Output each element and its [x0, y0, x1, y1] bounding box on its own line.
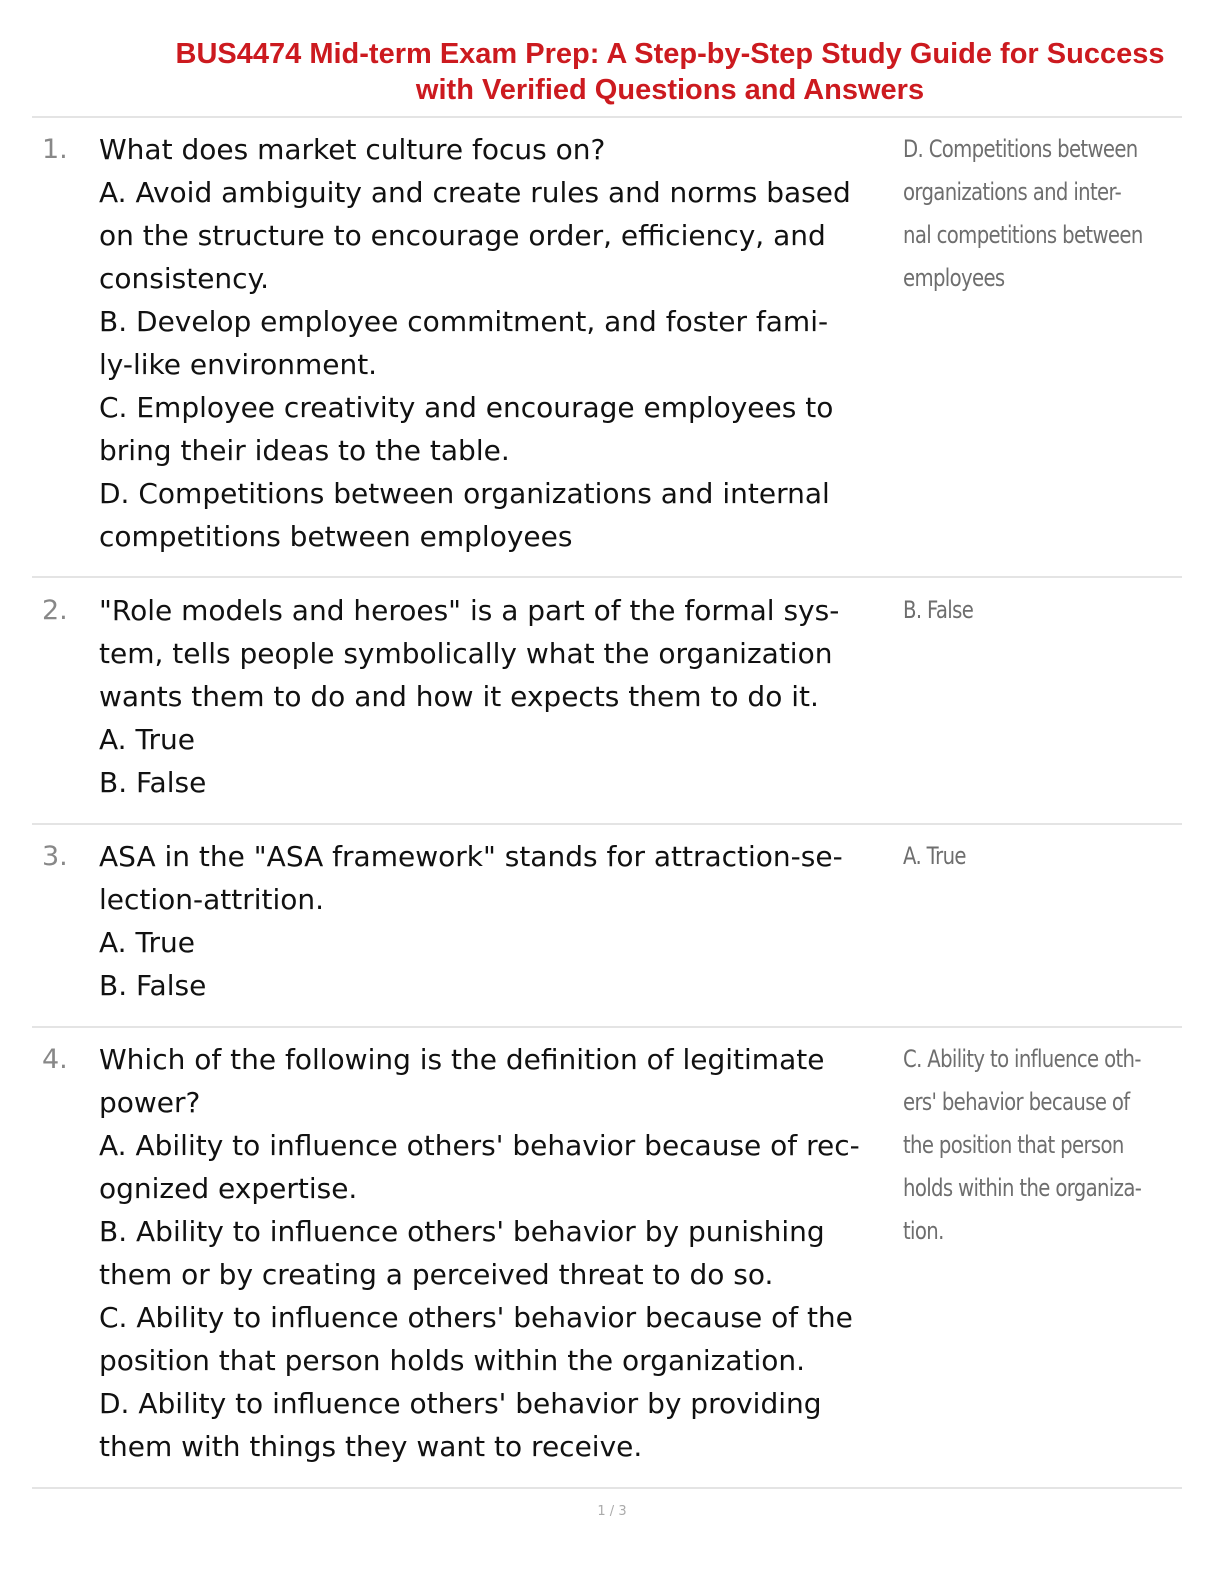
answer-line: D. Competitions between	[903, 135, 1138, 163]
answer-line: B. False	[903, 596, 974, 624]
question-line: wants them to do and how it expects them to do it.	[99, 680, 819, 713]
title-divider	[32, 116, 1182, 118]
answer-text	[903, 835, 1133, 878]
page-indicator: 1 / 3	[597, 1504, 627, 1519]
question-line: tem, tells people symbolically what the organization	[99, 637, 833, 670]
question-2	[32, 589, 1182, 809]
question-divider	[32, 1026, 1182, 1028]
question-text	[99, 1038, 899, 1468]
answer-line: employees	[903, 264, 1005, 292]
question-line: What does market culture focus on?	[99, 133, 606, 166]
question-line: A. Avoid ambiguity and create rules and norms based	[99, 176, 851, 209]
question-line: A. True	[99, 723, 195, 756]
question-line: A. True	[99, 926, 195, 959]
question-divider	[32, 1487, 1182, 1489]
question-1	[32, 128, 1182, 568]
question-line: on the structure to encourage order, efficiency, and	[99, 219, 826, 252]
question-line: C. Employee creativity and encourage employees to	[99, 391, 834, 424]
question-line: lection-attrition.	[99, 883, 325, 916]
question-line: power?	[99, 1086, 201, 1119]
question-line: competitions between employees	[99, 520, 573, 553]
question-number: 2.	[42, 595, 68, 626]
question-line: A. Ability to influence others' behavior because of rec-	[99, 1129, 860, 1162]
question-line: C. Ability to influence others' behavior because of the	[99, 1301, 853, 1334]
question-line: them with things they want to receive.	[99, 1430, 643, 1463]
question-line: them or by creating a perceived threat to do so.	[99, 1258, 774, 1291]
question-number: 4.	[42, 1044, 68, 1075]
question-4	[32, 1038, 1182, 1478]
question-line: bring their ideas to the table.	[99, 434, 510, 467]
question-number: 3.	[42, 841, 68, 872]
question-line: B. False	[99, 969, 207, 1002]
answer-text	[903, 589, 1133, 632]
question-line: consistency.	[99, 262, 270, 295]
question-number: 1.	[42, 134, 68, 165]
question-line: Which of the following is the definition of legitimate	[99, 1043, 825, 1076]
question-line: position that person holds within the organization.	[99, 1344, 806, 1377]
answer-line: the position that person	[903, 1131, 1124, 1159]
answer-line: ers' behavior because of	[903, 1088, 1130, 1116]
question-line: B. Develop employee commitment, and foster fami-	[99, 305, 829, 338]
question-divider	[32, 823, 1182, 825]
question-3	[32, 835, 1182, 1015]
answer-line: tion.	[903, 1217, 944, 1245]
question-divider	[32, 576, 1182, 578]
question-line: B. False	[99, 766, 207, 799]
answer-line: A. True	[903, 842, 966, 870]
question-line: B. Ability to influence others' behavior by punishing	[99, 1215, 825, 1248]
question-line: D. Ability to influence others' behavior by providing	[99, 1387, 822, 1420]
question-text	[99, 128, 899, 558]
answer-text	[903, 1038, 1142, 1253]
answer-line: nal competitions between	[903, 221, 1143, 249]
question-line: ognized expertise.	[99, 1172, 358, 1205]
question-line: "Role models and heroes" is a part of the formal sys-	[99, 594, 840, 627]
document-title	[120, 36, 1220, 108]
answer-text	[903, 128, 1143, 300]
answer-line: holds within the organiza-	[903, 1174, 1142, 1202]
question-text	[99, 835, 899, 1007]
question-text	[99, 589, 899, 804]
answer-line: organizations and inter-	[903, 178, 1122, 206]
question-line: ly-like environment.	[99, 348, 378, 381]
document-title-line-2: with Verified Questions and Answers	[415, 74, 925, 106]
document-title-line-1: BUS4474 Mid-term Exam Prep: A Step-by-Step Study Guide for Success	[175, 38, 1165, 70]
question-line: ASA in the "ASA framework" stands for attraction-se-	[99, 840, 843, 873]
answer-line: C. Ability to influence oth-	[903, 1045, 1141, 1073]
question-line: D. Competitions between organizations and internal	[99, 477, 830, 510]
